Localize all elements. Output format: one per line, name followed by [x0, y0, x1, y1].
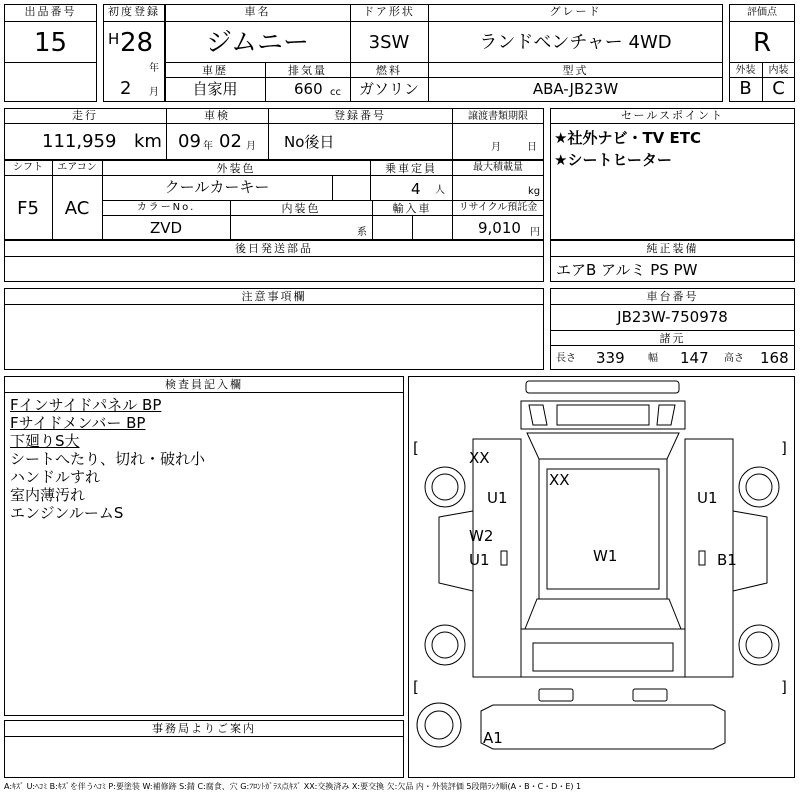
inspector-note: シートへたり、切れ・破れ小 [10, 450, 206, 468]
mileage-value: 111,959 [42, 131, 117, 152]
door-label: ドア形状 [363, 5, 415, 18]
inspection-year: 09 [178, 131, 201, 152]
capacity-unit: 人 [435, 185, 445, 196]
int-color-label: 内装色 [281, 202, 321, 215]
sales-point: ★シートヒーター [554, 151, 672, 169]
sales-label: セールスポイント [620, 109, 724, 122]
int-color-unit: 系 [357, 227, 367, 238]
load-label: 最大積載量 [473, 162, 523, 173]
inspector-note: 下廻りS大 [10, 432, 80, 450]
name-label: 車名 [244, 5, 271, 18]
genuine-label: 純正装備 [646, 242, 699, 255]
ac-value: AC [64, 198, 90, 219]
first-reg-month-unit: 月 [149, 87, 159, 98]
inspector-notes [10, 396, 205, 522]
exterior-label: 外装 [735, 65, 756, 76]
color-no-value: ZVD [149, 219, 183, 237]
left-bracket: [ [413, 678, 419, 696]
model-value: ABA-JB23W [532, 80, 619, 98]
damage-mark: XX [549, 471, 570, 489]
transfer-day-unit: 日 [527, 142, 537, 153]
height-value: 168 [760, 349, 789, 367]
damage-mark: U1 [697, 489, 718, 507]
damage-mark: XX [469, 449, 490, 467]
later-parts-label: 後日発送部品 [235, 242, 313, 255]
damage-mark: B1 [717, 551, 737, 569]
color-label: 外装色 [216, 162, 256, 175]
damage-mark: U1 [487, 489, 508, 507]
transfer-label: 譲渡書類期限 [468, 111, 528, 122]
first-reg-year-unit: 年 [149, 63, 159, 74]
ac-label: エアコン [57, 162, 97, 173]
displacement-value: 660 [294, 80, 323, 98]
score-label: 評価点 [747, 7, 777, 18]
right-bracket: ] [781, 439, 787, 457]
damage-mark: W2 [469, 527, 494, 545]
inspector-note: 室内薄汚れ [10, 486, 86, 504]
length-label: 長さ [556, 353, 576, 364]
inspection-month: 02 [219, 131, 242, 152]
first-reg-era: H [108, 30, 120, 48]
interior-label: 内装 [768, 65, 789, 76]
exterior-value: B [739, 78, 752, 99]
name-value: ジムニー [206, 28, 309, 58]
inspection-label: 車検 [204, 109, 230, 122]
inspector-note: エンジンルームS [10, 504, 124, 522]
sales-box [550, 108, 795, 240]
first-reg-month: 2 [120, 78, 132, 99]
lot-value: 15 [33, 28, 68, 58]
inspection-month-unit: 月 [246, 141, 256, 152]
interior-value: C [772, 78, 785, 99]
fuel-value: ガソリン [358, 80, 419, 98]
damage-diagram [408, 376, 795, 778]
recycle-label: リサイクル預託金 [458, 202, 538, 213]
color-value: クールカーキー [164, 178, 270, 196]
displacement-label: 排気量 [288, 64, 327, 77]
shift-label: シフト [13, 162, 43, 173]
door-value: 3SW [368, 32, 410, 53]
height-label: 高さ [724, 353, 744, 364]
legend-text: A:ｷｽﾞ U:ﾍｺﾐ B:ｷｽﾞを伴うﾍｺﾐ P:要塗装 W:補修跡 S:錆 C:腐食、穴 G:ﾌﾛﾝﾄｶﾞﾗｽ点ｷｽﾞ XX:交換済み X:要交換 欠:欠品 内・外装評価 5段階ﾗﾝｸ順(A・B・C・D・E) 1 [4, 782, 582, 791]
first-reg-label: 初度登録 [108, 5, 160, 18]
shift-value: F5 [17, 198, 39, 219]
car-outline-svg [409, 377, 794, 777]
office-label: 事務局よりご案内 [152, 722, 256, 735]
spec-label: 諸元 [659, 332, 686, 345]
load-unit: kg [528, 186, 541, 197]
grade-value: ランドベンチャー 4WD [479, 32, 672, 53]
mileage-label: 走行 [72, 109, 98, 122]
sales-point: ★社外ナビ・TV ETC [554, 129, 701, 147]
width-label: 幅 [648, 353, 658, 364]
damage-mark: U1 [469, 551, 490, 569]
history-value: 自家用 [192, 80, 238, 98]
lot-label: 出品番号 [24, 5, 77, 18]
displacement-unit: cc [330, 87, 341, 98]
length-value: 339 [596, 349, 625, 367]
inspector-note: ハンドルすれ [10, 468, 101, 486]
history-label: 車歴 [202, 64, 228, 77]
model-label: 型式 [562, 64, 589, 77]
recycle-value: 9,010 [478, 219, 521, 237]
recycle-unit: 円 [530, 227, 540, 238]
capacity-value: 4 [411, 180, 421, 198]
chassis-label: 車台番号 [646, 290, 699, 303]
inspector-note: Fサイドメンバー BP [10, 414, 146, 432]
left-bracket: [ [413, 439, 419, 457]
chassis-value: JB23W-750978 [617, 308, 728, 326]
score-value: R [752, 28, 772, 58]
mileage-unit: km [134, 131, 162, 152]
right-bracket: ] [781, 678, 787, 696]
damage-mark: A1 [483, 729, 503, 747]
inspector-label: 検査員記入欄 [165, 378, 243, 391]
fuel-label: 燃料 [376, 64, 402, 77]
capacity-label: 乗車定員 [385, 162, 437, 175]
damage-mark: W1 [593, 547, 618, 565]
color-no-label: カラーNo. [136, 202, 196, 213]
inspector-note: Fインサイドパネル BP [10, 396, 162, 414]
genuine-value: エアB アルミ PS PW [556, 261, 698, 279]
grade-label: グレード [549, 5, 602, 18]
transfer-month-unit: 月 [491, 142, 501, 153]
first-reg-year: 28 [120, 28, 154, 58]
import-label: 輸入車 [392, 202, 432, 215]
reg-no-label: 登録番号 [334, 109, 386, 122]
width-value: 147 [680, 349, 709, 367]
reg-no-value: No後日 [284, 133, 335, 151]
inspection-year-unit: 年 [203, 141, 213, 152]
caution-label: 注意事項欄 [241, 290, 307, 303]
